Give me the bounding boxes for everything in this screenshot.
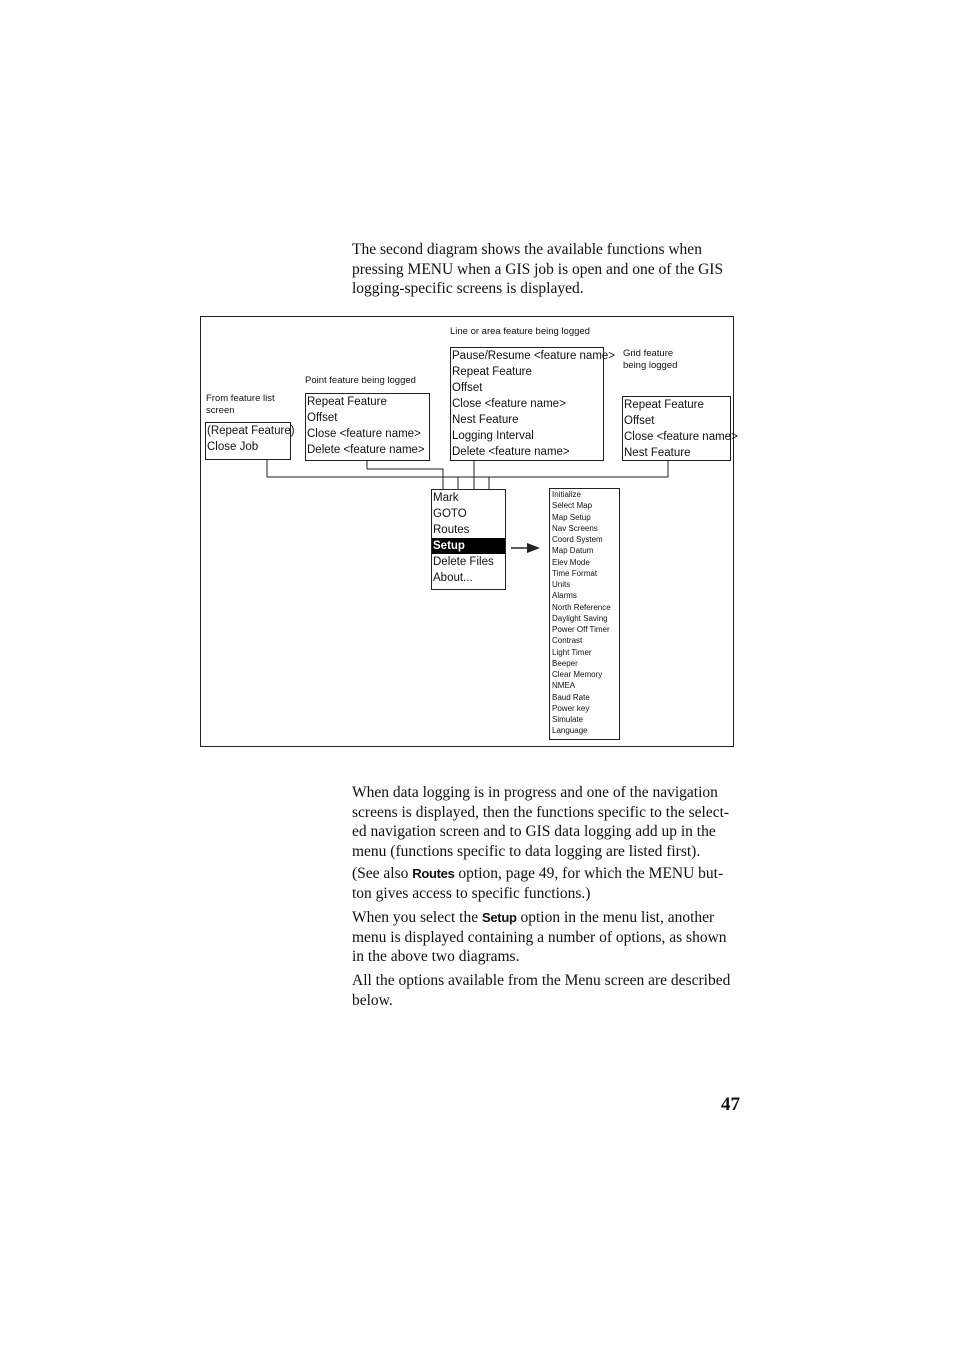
body-paragraph-2-start: (See also <box>352 865 413 882</box>
caption-from-feature-list-line2: screen <box>206 405 235 416</box>
body-paragraph-2 <box>352 864 738 903</box>
body-paragraph-2-end: option, page 49, for which the MENU but-ton gives access to specific functions.) <box>352 865 724 902</box>
line-area-feature-menu <box>450 347 616 461</box>
setup-item-simulate: Simulate <box>552 715 584 724</box>
setup-item-light-timer: Light Timer <box>552 647 592 657</box>
body-paragraph-1: When data logging is in progress and one of the navigation screens is displayed, then the functions specific to the select-ed navigation screen and to GIS data logging add up in the menu (functions specific to data logging are listed first). <box>352 784 730 860</box>
menu-item-nest-feature: Nest Feature <box>452 414 519 426</box>
menu-item-offset: Offset <box>307 412 338 424</box>
body-paragraph-4: All the options available from the Menu screen are described below. <box>352 972 731 1009</box>
caption-line-area-feature: Line or area feature being logged <box>450 326 590 337</box>
setup-item-beeper: Beeper <box>552 658 578 668</box>
menu-item-goto: GOTO <box>433 508 467 520</box>
menu-item-repeat-feature: Repeat Feature <box>452 366 532 378</box>
arrow-head <box>527 543 540 553</box>
caption-grid-feature-line1: Grid feature <box>623 348 674 359</box>
setup-item-daylight-saving: Daylight Saving <box>552 613 608 623</box>
menu-item-repeat-feature: Repeat Feature <box>307 396 387 408</box>
menu-item-nest-feature: Nest Feature <box>624 447 691 459</box>
from-feature-list-menu <box>205 422 295 460</box>
body-paragraph-3 <box>352 908 738 967</box>
setup-item-language: Language <box>552 726 588 736</box>
setup-item-select-map: Select Map <box>552 501 593 511</box>
caption-point-feature: Point feature being logged <box>305 375 416 386</box>
setup-item-nmea: NMEA <box>552 681 576 691</box>
setup-submenu <box>549 488 620 740</box>
menu-item-close-feature: Close <feature name> <box>624 431 738 443</box>
keyword-setup: Setup <box>481 910 517 925</box>
setup-item-map-datum: Map Datum <box>552 546 594 556</box>
setup-item-north-reference: North Reference <box>552 602 611 612</box>
setup-item-nav-screens: Nav Screens <box>552 523 598 533</box>
main-menu <box>431 489 506 590</box>
connector-bracket <box>267 460 668 477</box>
menu-item-logging-interval: Logging Interval <box>452 430 534 442</box>
menu-item-repeat-feature: Repeat Feature <box>624 399 704 411</box>
menu-item-close-job: Close Job <box>207 441 259 453</box>
setup-item-power-key: Power key <box>552 703 590 713</box>
point-feature-menu <box>305 393 430 461</box>
setup-item-time-format: Time Format <box>552 568 598 578</box>
setup-item-baud-rate: Baud Rate <box>552 692 590 702</box>
menu-item-repeat-feature: (Repeat Feature) <box>207 425 295 437</box>
body-paragraph-3-end: option in the menu list, another menu is displayed containing a number of options, as shown in the above two diagrams. <box>352 909 727 965</box>
setup-item-coord-system: Coord System <box>552 535 603 544</box>
menu-item-pause-resume: Pause/Resume <feature name> <box>452 350 616 362</box>
caption-grid-feature-line2: being logged <box>623 360 678 371</box>
grid-feature-menu <box>622 396 738 461</box>
menu-item-delete-files: Delete Files <box>433 556 494 568</box>
menu-item-close-feature: Close <feature name> <box>452 398 566 410</box>
connector-point-to-menu <box>367 469 443 489</box>
page-number: 47 <box>721 1094 740 1115</box>
menu-item-offset: Offset <box>452 382 483 394</box>
menu-item-setup: Setup <box>432 538 505 554</box>
caption-from-feature-list-line1: From feature list <box>206 393 275 404</box>
menu-item-routes: Routes <box>433 524 470 536</box>
menu-item-delete-feature: Delete <feature name> <box>307 444 425 456</box>
setup-item-initialize: Initialize <box>552 490 581 499</box>
body-paragraph-3-start: When you select the <box>352 909 482 926</box>
setup-item-clear-memory: Clear Memory <box>552 670 603 679</box>
menu-item-close-feature: Close <feature name> <box>307 428 421 440</box>
menu-item-offset: Offset <box>624 415 655 427</box>
keyword-routes: Routes <box>412 866 455 881</box>
setup-item-map-setup: Map Setup <box>552 512 591 522</box>
menu-item-mark: Mark <box>433 492 459 504</box>
caption-grid-feature <box>623 348 677 372</box>
setup-item-alarms: Alarms <box>552 591 577 601</box>
setup-item-contrast: Contrast <box>552 636 583 646</box>
setup-item-elev-mode: Elev Mode <box>552 557 590 567</box>
menu-diagram <box>200 316 738 747</box>
menu-item-delete-feature: Delete <feature name> <box>452 446 570 458</box>
intro-paragraph: The second diagram shows the available functions when pressing MENU when a GIS job is open and one of the GIS logging-specific screens is displayed. <box>352 241 724 297</box>
menu-item-about: About... <box>433 572 473 584</box>
caption-from-feature-list <box>206 393 275 417</box>
setup-item-units: Units <box>552 580 571 589</box>
setup-item-power-off-timer: Power Off Timer <box>552 625 610 634</box>
